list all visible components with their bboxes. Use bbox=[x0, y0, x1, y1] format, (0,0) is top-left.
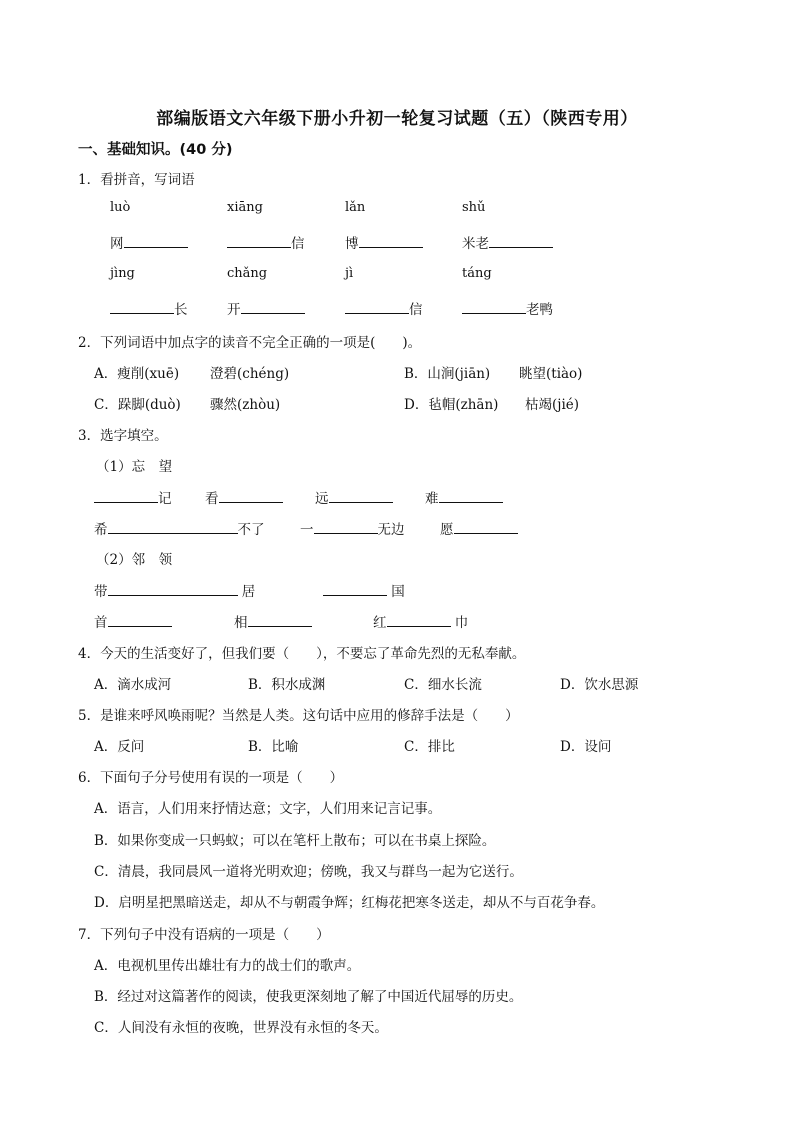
option-c[interactable]: C．跺脚(duò) bbox=[94, 397, 181, 413]
fill-item: 首 bbox=[94, 611, 172, 631]
pinyin: jìng bbox=[110, 266, 135, 281]
sub-question-1: （1）忘 望 bbox=[96, 459, 173, 475]
option-c[interactable]: C．细水长流 bbox=[404, 677, 482, 693]
option-c[interactable]: C．清晨，我同晨风一道将光明欢迎；傍晚，我又与群鸟一起为它送行。 bbox=[94, 864, 523, 880]
fill-item: 远 bbox=[315, 487, 393, 507]
fill-item: 红 巾 bbox=[373, 615, 469, 631]
option-d[interactable]: D．毡帽(zhān) bbox=[404, 397, 499, 413]
fill-item: 看 bbox=[205, 487, 283, 507]
section-heading: 一、基础知识。(40 分) bbox=[78, 142, 233, 158]
option-c-word: 骤然(zhòu) bbox=[210, 397, 281, 413]
answer-blank[interactable] bbox=[110, 301, 174, 314]
question-6-stem: 6．下面句子分号使用有误的一项是（ ） bbox=[78, 770, 344, 786]
answer-blank[interactable] bbox=[329, 490, 393, 503]
option-a[interactable]: A．电视机里传出雄壮有力的战士们的歌声。 bbox=[94, 958, 361, 974]
question-4-stem: 4．今天的生活变好了，但我们要（ ），不要忘了革命先烈的无私奉献。 bbox=[78, 646, 526, 662]
fill-item: 希 不了 bbox=[94, 522, 265, 538]
fill-item: 老鸭 bbox=[462, 298, 553, 318]
fill-item: 米老 bbox=[462, 232, 553, 252]
pinyin: xiāng bbox=[227, 200, 263, 215]
fill-item: 愿 bbox=[440, 518, 518, 538]
answer-blank[interactable] bbox=[462, 301, 526, 314]
option-c[interactable]: C．人间没有永恒的夜晚，世界没有永恒的冬天。 bbox=[94, 1020, 388, 1036]
option-b[interactable]: B．山涧(jiān) bbox=[404, 366, 491, 382]
fill-item: 信 bbox=[227, 232, 305, 252]
answer-blank[interactable] bbox=[94, 490, 158, 503]
pinyin: shǔ bbox=[462, 200, 486, 215]
answer-blank[interactable] bbox=[439, 490, 503, 503]
fill-item: 开 bbox=[227, 298, 305, 318]
answer-blank[interactable] bbox=[454, 521, 518, 534]
fill-item: 博 bbox=[345, 232, 423, 252]
answer-blank[interactable] bbox=[124, 235, 188, 248]
answer-blank[interactable] bbox=[108, 614, 172, 627]
question-7-stem: 7．下列句子中没有语病的一项是（ ） bbox=[78, 927, 330, 943]
answer-blank[interactable] bbox=[108, 583, 238, 596]
question-3-stem: 3．选字填空。 bbox=[78, 428, 168, 444]
option-b[interactable]: B．如果你变成一只蚂蚁；可以在笔杆上散布；可以在书桌上探险。 bbox=[94, 833, 496, 849]
option-a[interactable]: A．反问 bbox=[94, 739, 145, 755]
option-d[interactable]: D．设问 bbox=[560, 739, 612, 755]
option-c[interactable]: C．排比 bbox=[404, 739, 455, 755]
answer-blank[interactable] bbox=[489, 235, 553, 248]
question-2-stem: 2．下列词语中加点字的读音不完全正确的一项是( )。 bbox=[78, 335, 422, 351]
fill-item: 记 bbox=[94, 487, 172, 507]
question-1-stem: 1．看拼音，写词语 bbox=[78, 172, 195, 188]
answer-blank[interactable] bbox=[323, 583, 387, 596]
answer-blank[interactable] bbox=[345, 301, 409, 314]
option-b[interactable]: B．经过对这篇著作的阅读，使我更深刻地了解了中国近代屈辱的历史。 bbox=[94, 989, 523, 1005]
pinyin: jì bbox=[345, 266, 354, 281]
answer-blank[interactable] bbox=[314, 521, 378, 534]
fill-item: 一 无边 bbox=[300, 522, 405, 538]
answer-blank[interactable] bbox=[241, 301, 305, 314]
pinyin: táng bbox=[462, 266, 492, 281]
fill-item: 相 bbox=[234, 611, 312, 631]
option-d[interactable]: D．饮水思源 bbox=[560, 677, 639, 693]
pinyin: chǎng bbox=[227, 266, 268, 281]
question-5-stem: 5．是谁来呼风唤雨呢？当然是人类。这句话中应用的修辞手法是（ ） bbox=[78, 708, 519, 724]
answer-blank[interactable] bbox=[387, 614, 451, 627]
fill-item: 信 bbox=[345, 298, 423, 318]
option-a-word: 澄碧(chéng) bbox=[210, 366, 290, 382]
option-a[interactable]: A．瘦削(xuē) bbox=[94, 366, 180, 382]
fill-item: 难 bbox=[425, 487, 503, 507]
fill-item: 带 居 bbox=[94, 584, 256, 600]
option-d[interactable]: D．启明星把黑暗送走，却从不与朝霞争辉；红梅花把寒冬送走，却从不与百花争春。 bbox=[94, 895, 605, 911]
fill-item: 长 bbox=[110, 298, 188, 318]
sub-question-2: （2）邻 领 bbox=[96, 552, 173, 568]
option-a[interactable]: A．语言，人们用来抒情达意；文字，人们用来记言记事。 bbox=[94, 801, 442, 817]
pinyin: lǎn bbox=[345, 200, 366, 215]
option-b[interactable]: B．比喻 bbox=[248, 739, 299, 755]
pinyin: luò bbox=[110, 200, 131, 215]
option-b-word: 眺望(tiào) bbox=[519, 366, 583, 382]
answer-blank[interactable] bbox=[248, 614, 312, 627]
fill-item: 网 bbox=[110, 232, 188, 252]
fill-item: 国 bbox=[323, 580, 405, 600]
answer-blank[interactable] bbox=[359, 235, 423, 248]
option-d-word: 枯竭(jié) bbox=[525, 397, 580, 413]
answer-blank[interactable] bbox=[227, 235, 291, 248]
answer-blank[interactable] bbox=[219, 490, 283, 503]
option-b[interactable]: B．积水成渊 bbox=[248, 677, 326, 693]
option-a[interactable]: A．滴水成河 bbox=[94, 677, 172, 693]
answer-blank[interactable] bbox=[108, 521, 238, 534]
page-title: 部编版语文六年级下册小升初一轮复习试题（五）（陕西专用） bbox=[156, 109, 638, 129]
